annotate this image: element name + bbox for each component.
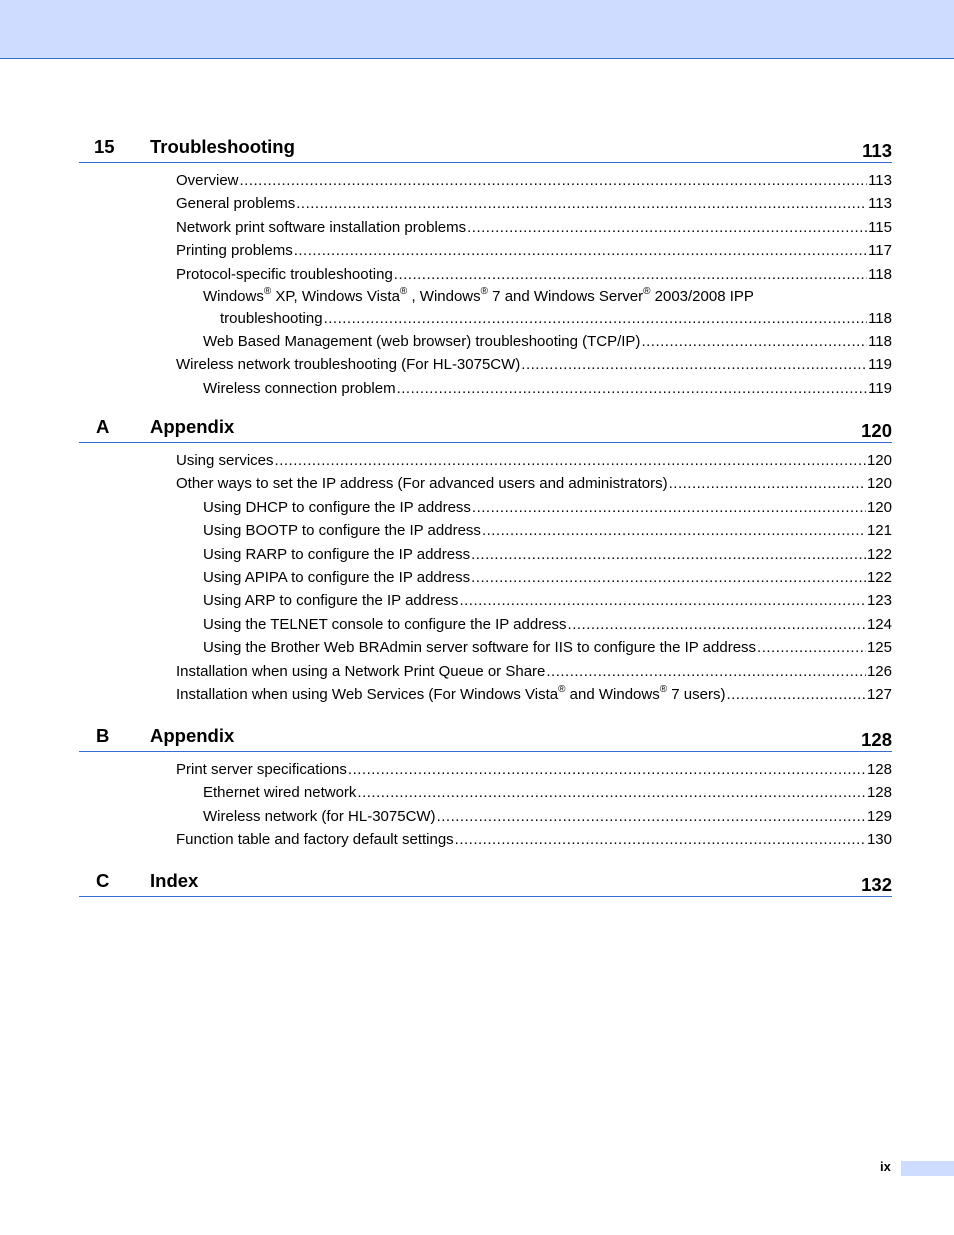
chapter-15 [79, 136, 892, 400]
chapter-a [79, 416, 892, 706]
toc-entry[interactable]: Using APIPA to configure the IP address ..... 122 [203, 566, 892, 589]
dot-leader [482, 519, 866, 542]
toc-entry[interactable]: Web Based Management (web browser) troubleshooting (TCP/IP) ..... 118 [203, 330, 892, 353]
toc-entry[interactable]: Installation when using a Network Print Queue or Share ..... 126 [176, 660, 892, 683]
dot-leader [275, 449, 866, 472]
dot-leader [521, 353, 867, 376]
chapter-number: A [96, 416, 110, 437]
dot-leader [240, 169, 868, 192]
toc-entry[interactable]: Print server specifications ..... 128 [176, 758, 892, 781]
chapter-page: 113 [862, 140, 892, 161]
toc-entry[interactable]: Printing problems ..... 117 [176, 239, 892, 262]
page-number: ix [880, 1159, 891, 1174]
dot-leader [467, 216, 867, 239]
toc-entry[interactable]: Other ways to set the IP address (For advanced users and administrators) ..... 120 [176, 472, 892, 495]
chapter-page: 128 [861, 729, 892, 750]
dot-leader [324, 307, 868, 330]
chapter-c [79, 870, 892, 897]
chapter-heading[interactable] [79, 725, 892, 752]
dot-leader [348, 758, 866, 781]
dot-leader [546, 660, 866, 683]
chapter-number: 15 [94, 136, 115, 157]
dot-leader [669, 472, 866, 495]
toc-entry[interactable]: Using RARP to configure the IP address ..... 122 [203, 543, 892, 566]
toc-entry[interactable]: Wireless network (for HL-3075CW) ..... 129 [203, 805, 892, 828]
toc-entry[interactable]: Wireless network troubleshooting (For HL-3075CW) ..... 119 [176, 353, 892, 376]
toc-entry[interactable]: Using the Brother Web BRAdmin server software for IIS to configure the IP address ..... 125 [203, 636, 892, 659]
dot-leader [459, 589, 866, 612]
chapter-title: Troubleshooting [150, 136, 295, 157]
toc-entry[interactable]: Using DHCP to configure the IP address ..... 120 [203, 496, 892, 519]
chapter-page: 120 [861, 420, 892, 441]
chapter-page: 132 [861, 874, 892, 895]
dot-leader [471, 566, 866, 589]
toc-entry[interactable]: Using the TELNET console to configure the IP address ..... 124 [203, 613, 892, 636]
dot-leader [294, 239, 867, 262]
dot-leader [726, 683, 866, 706]
toc-entry[interactable]: Overview ..... 113 [176, 169, 892, 192]
dot-leader [394, 263, 867, 286]
toc-entry[interactable]: Using BOOTP to configure the IP address ..... 121 [203, 519, 892, 542]
chapter-number: B [96, 725, 110, 746]
dot-leader [357, 781, 866, 804]
dot-leader [437, 805, 866, 828]
dot-leader [641, 330, 867, 353]
chapter-b [79, 725, 892, 852]
toc-entry[interactable]: Function table and factory default settings ..... 130 [176, 828, 892, 851]
toc-entry[interactable]: Protocol-specific troubleshooting ..... 118 [176, 263, 892, 286]
dot-leader [471, 543, 866, 566]
toc-entry[interactable]: Installation when using Web Services (For Windows Vista® and Windows® 7 users) ..... 127 [176, 683, 892, 706]
toc-entry[interactable]: Ethernet wired network ..... 128 [203, 781, 892, 804]
chapter-number: C [96, 870, 110, 891]
toc-entry[interactable]: Network print software installation problems ..... 115 [176, 216, 892, 239]
dot-leader [757, 636, 866, 659]
chapter-title: Appendix [150, 725, 235, 746]
toc-entry[interactable]: troubleshooting ..... 118 [220, 307, 892, 330]
chapter-heading[interactable] [79, 870, 892, 897]
toc-entry[interactable]: Using services ..... 120 [176, 449, 892, 472]
chapter-title: Appendix [150, 416, 235, 437]
toc-entry[interactable]: Wireless connection problem ..... 119 [203, 377, 892, 400]
footer-band [901, 1161, 954, 1176]
dot-leader [455, 828, 866, 851]
chapter-title: Index [150, 870, 199, 891]
dot-leader [568, 613, 866, 636]
toc-entry[interactable]: Using ARP to configure the IP address ..... 123 [203, 589, 892, 612]
toc-entry[interactable]: General problems ..... 113 [176, 192, 892, 215]
dot-leader [472, 496, 866, 519]
chapter-heading[interactable] [79, 416, 892, 443]
dot-leader [296, 192, 867, 215]
dot-leader [397, 377, 867, 400]
toc-entry-line1[interactable]: Windows® XP, Windows Vista® , Windows® 7 and Windows Server® 2003/2008 IPP [203, 285, 754, 305]
header-band [0, 0, 954, 59]
chapter-heading[interactable] [79, 136, 892, 163]
